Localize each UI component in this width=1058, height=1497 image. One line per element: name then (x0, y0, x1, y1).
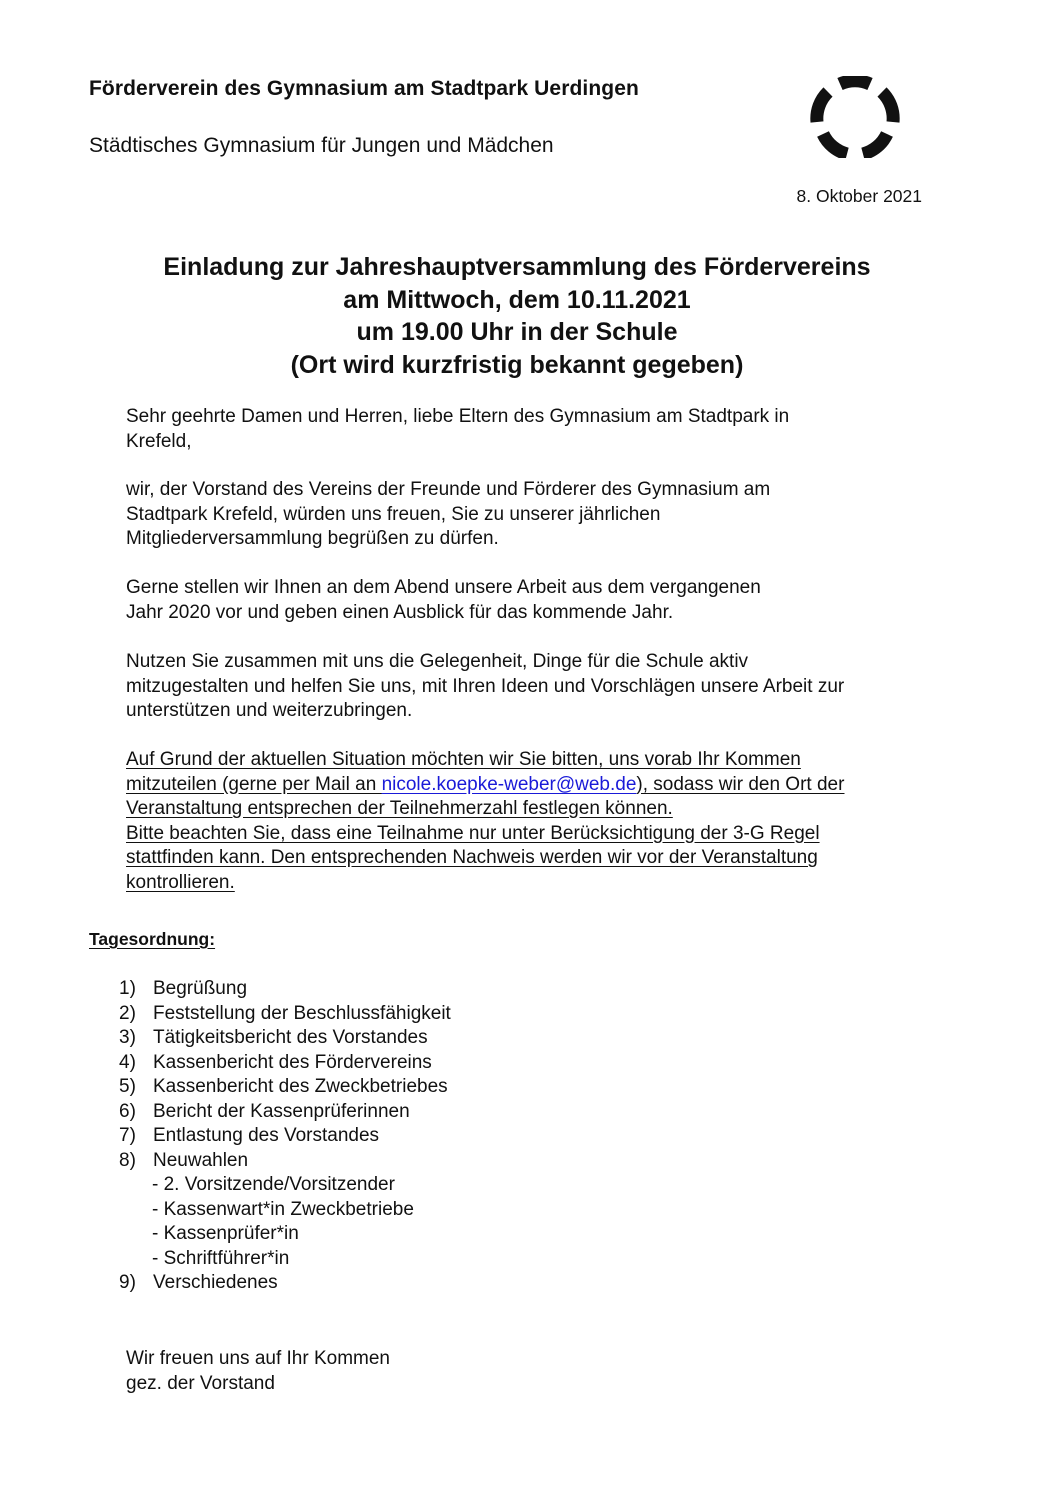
segmented-ring-logo-icon (810, 76, 900, 158)
notice-text: mitzuteilen (gerne per Mail an (126, 773, 382, 795)
participation-line: Nutzen Sie zusammen mit uns die Gelegenheit, Dinge für die Schule aktiv (126, 651, 749, 672)
agenda-list (119, 977, 451, 1296)
agenda-subitem: - Kassenwart*in Zweckbetriebe (152, 1198, 414, 1220)
closing (126, 1346, 390, 1396)
title-line-4: (Ort wird kurzfristig bekannt gegeben) (290, 351, 744, 379)
title-line-3: um 19.00 Uhr in der Schule (356, 318, 678, 346)
title-line-1: Einladung zur Jahreshauptversammlung des Fördervereins (163, 253, 871, 281)
agenda-item-number: 6) (119, 1100, 136, 1122)
signature-line: gez. der Vorstand (126, 1373, 275, 1394)
agenda-item-label: Kassenbericht des Fördervereins (153, 1051, 432, 1073)
notice-line: kontrollieren. (126, 871, 235, 893)
agenda-item-number: 3) (119, 1027, 136, 1048)
document-date: 8. Oktober 2021 (796, 186, 922, 206)
agenda-item-label: Entlastung des Vorstandes (153, 1125, 380, 1146)
school-name: Städtisches Gymnasium für Jungen und Mädchen (89, 134, 554, 157)
notice-line: Auf Grund der aktuellen Situation möchten wir Sie bitten, uns vorab Ihr Kommen (126, 749, 801, 770)
agenda-item-label: Neuwahlen (153, 1149, 249, 1171)
org-name: Förderverein des Gymnasium am Stadtpark Uerdingen (89, 77, 639, 100)
agenda-subitem: - 2. Vorsitzende/Vorsitzender (152, 1174, 395, 1195)
participation-line: unterstützen und weiterzubringen. (126, 700, 413, 721)
agenda-item-label: Begrüßung (153, 978, 248, 999)
agenda-item-number: 7) (119, 1125, 136, 1146)
agenda-item (119, 1002, 451, 1027)
title-line-2: am Mittwoch, dem 10.11.2021 (343, 286, 691, 314)
agenda-item-number: 5) (119, 1076, 136, 1097)
agenda-item-label: Bericht der Kassenprüferinnen (153, 1100, 410, 1122)
agenda-item (119, 1124, 451, 1149)
agenda-item (119, 1075, 451, 1100)
agenda-item (119, 1271, 451, 1296)
notice-line: stattfinden kann. Den entsprechenden Nachweis werden wir vor der Veranstaltung (126, 847, 818, 868)
participation-paragraph (126, 650, 956, 724)
email-link[interactable]: nicole.koepke-weber@web.de (381, 773, 637, 795)
notice-paragraph (126, 748, 956, 895)
agenda-item (119, 1100, 451, 1125)
agenda-item-number: 2) (119, 1002, 136, 1024)
agenda-item-label: Verschiedenes (153, 1272, 278, 1293)
year-review-line: Jahr 2020 vor und geben einen Ausblick für das kommende Jahr. (126, 601, 674, 623)
notice-text: ), sodass wir den Ort der (636, 773, 845, 795)
greeting-line: Krefeld, (126, 430, 192, 452)
agenda-item-label: Feststellung der Beschlussfähigkeit (153, 1002, 451, 1024)
agenda-item-label: Tätigkeitsbericht des Vorstandes (153, 1027, 428, 1048)
agenda-item (119, 1026, 451, 1051)
notice-line: Bitte beachten Sie, dass eine Teilnahme nur unter Berücksichtigung der 3-G Regel (126, 822, 820, 844)
notice-line-with-email (126, 773, 956, 798)
agenda-item-number: 1) (119, 978, 136, 999)
agenda-item-number: 9) (119, 1272, 136, 1293)
closing-line: Wir freuen uns auf Ihr Kommen (126, 1348, 390, 1369)
year-review-paragraph (126, 576, 956, 625)
agenda-item-label: Kassenbericht des Zweckbetriebes (153, 1076, 448, 1097)
agenda-item-number: 8) (119, 1149, 136, 1171)
agenda-item (119, 977, 451, 1002)
agenda-item (119, 1149, 451, 1174)
intro-line: Mitgliederversammlung begrüßen zu dürfen. (126, 528, 499, 549)
intro-line: Stadtpark Krefeld, würden uns freuen, Sie zu unserer jährlichen (126, 503, 661, 525)
participation-line: mitzugestalten und helfen Sie uns, mit Ihren Ideen und Vorschlägen unsere Arbeit zur (126, 675, 845, 697)
agenda-item (119, 1051, 451, 1076)
notice-line: Veranstaltung entsprechen der Teilnehmerzahl festlegen können. (126, 798, 673, 819)
greeting-line: Sehr geehrte Damen und Herren, liebe Eltern des Gymnasium am Stadtpark in (126, 406, 790, 427)
agenda-title: Tagesordnung: (89, 929, 216, 949)
agenda-subitem: - Schriftführer*in (152, 1247, 290, 1269)
agenda-subitem: - Kassenprüfer*in (152, 1223, 299, 1244)
intro-paragraph (126, 478, 956, 552)
year-review-line: Gerne stellen wir Ihnen an dem Abend unsere Arbeit aus dem vergangenen (126, 577, 761, 598)
intro-line: wir, der Vorstand des Vereins der Freunde und Förderer des Gymnasium am (126, 479, 771, 500)
agenda-item-number: 4) (119, 1051, 136, 1073)
greeting-paragraph (126, 405, 956, 454)
